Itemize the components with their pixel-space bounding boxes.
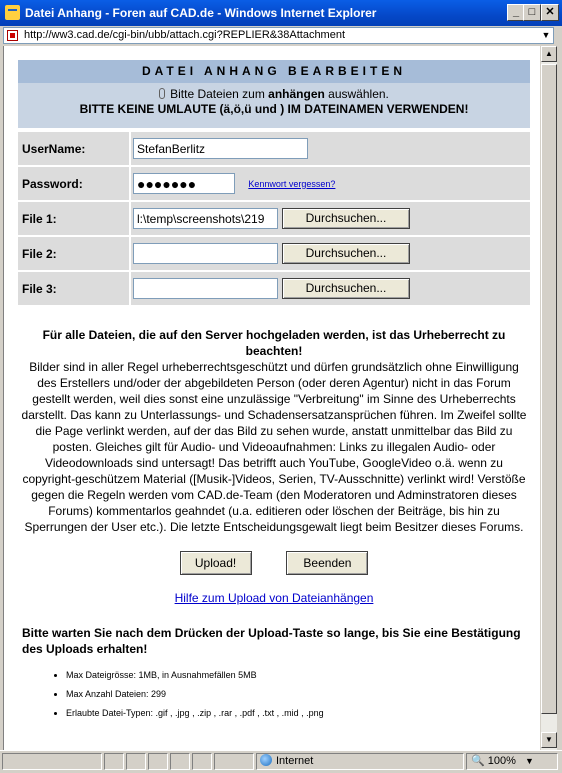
address-bar <box>0 26 562 46</box>
upload-limits-list <box>18 670 530 718</box>
file2-label: File 2: <box>18 237 129 270</box>
globe-icon <box>260 754 272 766</box>
username-row <box>18 132 530 165</box>
copyright-body: Bilder sind in aller Regel urheberrechtsgeschützt und dürfen grundsätzlich ohne Einwilligung des Erstellers und/oder der abgebildeten Person (oder deren Agentur) nicht in das Forum gestellt werden, weil dies sonst eine unzulässige "Verbreitung" im Sinne des Urheberrechts darstellt. Das kann zu Unterlassungs- und Schadensersatzansprüchen führen. Im Zweifel sollte die Page verlinkt werden, auf der das Bild zu sehen wurde, anstatt unmittelbar das Bild zu posten. Gleiches gilt für Audio- und Videoaufnahmen: Links zu illegalen Audio- oder Videodownloads sind untersagt! Das betrifft auch YouTube, GoogleVideo o.ä. wenn zu copyright-geschützem Material ([Musik-]Videos, Serien, TV-Ausschnitte) verlinkt wird! Verstöße gegen die Regeln werden vom CAD.de-Team (den Moderatoren und Adminstratoren dieses Forums) kommentarlos geahndet (u.a. editieren oder löschen der Beiträge, bis hin zu Sperrungen der User etc.). Die letzte Entscheidungsgewalt liegt beim Besitzer dieses Forums. <box>21 360 527 534</box>
scrollbar-thumb[interactable] <box>541 64 557 714</box>
paperclip-icon <box>159 88 165 99</box>
forgot-password-link[interactable]: Kennwort vergessen? <box>248 178 336 189</box>
zoom-control[interactable] <box>466 753 558 770</box>
status-cell <box>126 753 146 770</box>
file3-cell <box>129 272 530 305</box>
ie-app-icon[interactable] <box>5 5 20 20</box>
browse-button-2[interactable]: Durchsuchen... <box>282 243 410 264</box>
status-cell <box>170 753 190 770</box>
upload-button[interactable]: Upload! <box>180 551 252 575</box>
upload-form <box>18 130 530 307</box>
instruction-box <box>18 83 530 128</box>
list-item: • Max Dateigrösse: 1MB, in Ausnahmefällen 5MB <box>66 670 530 680</box>
minimize-button[interactable]: _ <box>507 4 525 21</box>
scroll-down-icon[interactable]: ▼ <box>541 732 557 748</box>
file3-label: File 3: <box>18 272 129 305</box>
chevron-down-icon[interactable]: ▼ <box>541 30 551 40</box>
instruction-post: auswählen. <box>324 87 389 101</box>
file1-row <box>18 202 530 235</box>
status-cell <box>104 753 124 770</box>
copyright-notice <box>18 327 530 535</box>
address-url[interactable]: http://ww3.cad.de/cgi-bin/ubb/attach.cgi?REPLIER&38Attachment <box>24 29 346 41</box>
browse-button-1[interactable]: Durchsuchen... <box>282 208 410 229</box>
browse-button-3[interactable]: Durchsuchen... <box>282 278 410 299</box>
file1-cell <box>129 202 530 235</box>
username-input[interactable] <box>133 138 308 159</box>
page-title: DATEI ANHANG BEARBEITEN <box>18 60 530 83</box>
window-title: Datei Anhang - Foren auf CAD.de - Windows Internet Explorer <box>25 6 377 20</box>
status-bar <box>0 750 562 773</box>
file2-row <box>18 237 530 270</box>
chevron-down-icon[interactable]: ▼ <box>524 756 534 766</box>
status-cell <box>148 753 168 770</box>
zoom-level: 100% <box>487 755 516 767</box>
address-field[interactable] <box>3 27 554 44</box>
file2-input[interactable] <box>133 243 278 264</box>
page-viewport <box>3 46 541 750</box>
status-cell <box>214 753 254 770</box>
security-zone[interactable] <box>256 753 464 770</box>
list-item: • Erlaubte Datei-Typen: .gif , .jpg , .zip , .rar , .pdf , .txt , .mid , .png <box>66 708 530 718</box>
upload-help-link[interactable]: Hilfe zum Upload von Dateianhängen <box>174 591 374 605</box>
title-bar <box>0 0 562 26</box>
file1-input[interactable] <box>133 208 278 229</box>
instruction-pre: Bitte Dateien zum <box>170 87 269 101</box>
status-cell <box>192 753 212 770</box>
instruction-bold: anhängen <box>268 87 325 101</box>
scroll-up-icon[interactable]: ▲ <box>541 46 557 62</box>
file3-row <box>18 272 530 305</box>
password-input[interactable] <box>133 173 235 194</box>
username-label: UserName: <box>18 132 129 165</box>
list-item: • Max Anzahl Dateien: 299 <box>66 689 530 699</box>
zone-label: Internet <box>276 755 314 767</box>
file3-input[interactable] <box>133 278 278 299</box>
instruction-line <box>18 87 530 102</box>
maximize-button[interactable]: □ <box>523 4 541 21</box>
help-section <box>18 591 530 605</box>
magnifier-icon: 🔍 <box>471 755 485 767</box>
status-text <box>2 753 102 770</box>
file1-label: File 1: <box>18 202 129 235</box>
attach-page <box>18 60 530 727</box>
password-cell <box>129 167 530 200</box>
copyright-heading: Für alle Dateien, die auf den Server hochgeladen werden, ist das Urheberrecht zu beachten! <box>42 328 506 358</box>
action-buttons <box>18 551 530 575</box>
username-cell <box>129 132 530 165</box>
vertical-scrollbar[interactable] <box>540 46 557 750</box>
upload-wait-note: Bitte warten Sie nach dem Drücken der Upload-Taste so lange, bis Sie eine Bestätigung des Uploads erhalten! <box>22 626 521 656</box>
umlaut-warning: BITTE KEINE UMLAUTE (ä,ö,ü und ) IM DATEINAMEN VERWENDEN! <box>79 102 469 116</box>
password-label: Password: <box>18 167 129 200</box>
quit-button[interactable]: Beenden <box>286 551 368 575</box>
password-row <box>18 167 530 200</box>
close-button[interactable]: ✕ <box>541 4 559 21</box>
file2-cell <box>129 237 530 270</box>
site-favicon-icon <box>7 30 18 41</box>
